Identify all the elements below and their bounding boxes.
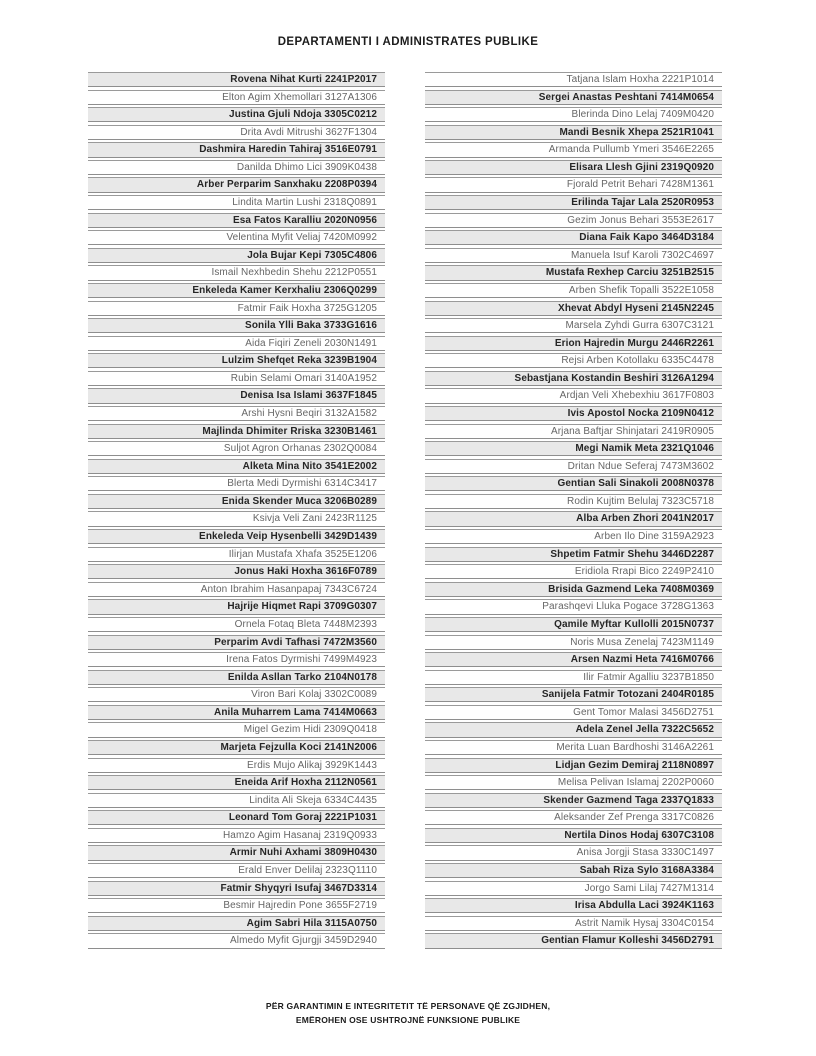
table-row: Dritan Ndue Seferaj 7473M3602	[425, 459, 722, 474]
table-row: Eridiola Rrapi Bico 2249P2410	[425, 564, 722, 579]
table-row: Viron Bari Kolaj 3302C0089	[88, 687, 385, 702]
table-row: Almedo Myfit Gjurgji 3459D2940	[88, 933, 385, 948]
table-row: Shpetim Fatmir Shehu 3446D2287	[425, 547, 722, 562]
table-row: Sanijela Fatmir Totozani 2404R0185	[425, 687, 722, 702]
table-row: Ksivja Veli Zani 2423R1125	[88, 511, 385, 526]
table-row: Enkeleda Kamer Kerxhaliu 2306Q0299	[88, 283, 385, 298]
table-row: Esa Fatos Karalliu 2020N0956	[88, 213, 385, 228]
table-row: Gentian Sali Sinakoli 2008N0378	[425, 476, 722, 491]
table-row: Elisara Llesh Gjini 2319Q0920	[425, 160, 722, 175]
table-row: Gentian Flamur Kolleshi 3456D2791	[425, 933, 722, 948]
table-row: Besmir Hajredin Pone 3655F2719	[88, 898, 385, 913]
names-list	[88, 72, 722, 951]
table-row: Xhevat Abdyl Hyseni 2145N2245	[425, 301, 722, 316]
table-row: Jonus Haki Hoxha 3616F0789	[88, 564, 385, 579]
table-row: Marsela Zyhdi Gurra 6307C3121	[425, 318, 722, 333]
table-row: Alba Arben Zhori 2041N2017	[425, 511, 722, 526]
table-row: Irisa Abdulla Laci 3924K1163	[425, 898, 722, 913]
table-row: Ornela Fotaq Bleta 7448M2393	[88, 617, 385, 632]
table-row: Arben Shefik Topalli 3522E1058	[425, 283, 722, 298]
table-row: Sonila Ylli Baka 3733G1616	[88, 318, 385, 333]
table-row: Majlinda Dhimiter Rriska 3230B1461	[88, 424, 385, 439]
table-row: Mustafa Rexhep Carciu 3251B2515	[425, 265, 722, 280]
table-row: Perparim Avdi Tafhasi 7472M3560	[88, 635, 385, 650]
table-row: Rodin Kujtim Belulaj 7323C5718	[425, 494, 722, 509]
table-row: Marjeta Fejzulla Koci 2141N2006	[88, 740, 385, 755]
table-row: Elton Agim Xhemollari 3127A1306	[88, 90, 385, 105]
table-row: Eneida Arif Hoxha 2112N0561	[88, 775, 385, 790]
table-row: Qamile Myftar Kullolli 2015N0737	[425, 617, 722, 632]
table-row: Alketa Mina Nito 3541E2002	[88, 459, 385, 474]
table-row: Arsen Nazmi Heta 7416M0766	[425, 652, 722, 667]
table-row: Enilda Asllan Tarko 2104N0178	[88, 670, 385, 685]
table-row: Ilirjan Mustafa Xhafa 3525E1206	[88, 547, 385, 562]
table-row: Lulzim Shefqet Reka 3239B1904	[88, 353, 385, 368]
table-row: Lindita Martin Lushi 2318Q0891	[88, 195, 385, 210]
table-row: Nertila Dinos Hodaj 6307C3108	[425, 828, 722, 843]
table-row: Fatmir Faik Hoxha 3725G1205	[88, 301, 385, 316]
table-row: Anton Ibrahim Hasanpapaj 7343C6724	[88, 582, 385, 597]
table-row: Ilir Fatmir Agalliu 3237B1850	[425, 670, 722, 685]
table-row: Drita Avdi Mitrushi 3627F1304	[88, 125, 385, 140]
names-column-left	[88, 72, 385, 951]
table-row: Lidjan Gezim Demiraj 2118N0897	[425, 758, 722, 773]
table-row: Leonard Tom Goraj 2221P1031	[88, 810, 385, 825]
table-row: Hajrije Hiqmet Rapi 3709G0307	[88, 599, 385, 614]
table-row: Arber Perparim Sanxhaku 2208P0394	[88, 177, 385, 192]
table-row: Denisa Isa Islami 3637F1845	[88, 388, 385, 403]
table-row: Suljot Agron Orhanas 2302Q0084	[88, 441, 385, 456]
table-row: Skender Gazmend Taga 2337Q1833	[425, 793, 722, 808]
footer-line-1: PËR GARANTIMIN E INTEGRITETIT TË PERSONAVE QË ZGJIDHEN,	[265, 1001, 551, 1011]
table-row: Adela Zenel Jella 7322C5652	[425, 722, 722, 737]
table-row: Danilda Dhimo Lici 3909K0438	[88, 160, 385, 175]
table-row: Arjana Baftjar Shinjatari 2419R0905	[425, 424, 722, 439]
table-row: Fatmir Shyqyri Isufaj 3467D3314	[88, 881, 385, 896]
table-row: Hamzo Agim Hasanaj 2319Q0933	[88, 828, 385, 843]
table-row: Ismail Nexhbedin Shehu 2212P0551	[88, 265, 385, 280]
table-row: Velentina Myfit Veliaj 7420M0992	[88, 230, 385, 245]
footer-note	[0, 999, 816, 1027]
table-row: Justina Gjuli Ndoja 3305C0212	[88, 107, 385, 122]
table-row: Lindita Ali Skeja 6334C4435	[88, 793, 385, 808]
table-row: Fjorald Petrit Behari 7428M1361	[425, 177, 722, 192]
table-row: Melisa Pelivan Islamaj 2202P0060	[425, 775, 722, 790]
table-row: Anisa Jorgji Stasa 3330C1497	[425, 845, 722, 860]
page-title: DEPARTAMENTI I ADMINISTRATES PUBLIKE	[277, 36, 539, 48]
table-row: Migel Gezim Hidi 2309Q0418	[88, 722, 385, 737]
table-row: Irena Fatos Dyrmishi 7499M4923	[88, 652, 385, 667]
table-row: Rejsi Arben Kotollaku 6335C4478	[425, 353, 722, 368]
table-row: Jorgo Sami Lilaj 7427M1314	[425, 881, 722, 896]
table-row: Armir Nuhi Axhami 3809H0430	[88, 845, 385, 860]
table-row: Aida Fiqiri Zeneli 2030N1491	[88, 336, 385, 351]
table-row: Erion Hajredin Murgu 2446R2261	[425, 336, 722, 351]
names-column-right	[425, 72, 722, 951]
table-row: Megi Namik Meta 2321Q1046	[425, 441, 722, 456]
table-row: Erdis Mujo Alikaj 3929K1443	[88, 758, 385, 773]
table-row: Noris Musa Zenelaj 7423M1149	[425, 635, 722, 650]
table-row: Jola Bujar Kepi 7305C4806	[88, 248, 385, 263]
table-row: Ivis Apostol Nocka 2109N0412	[425, 406, 722, 421]
table-row: Erald Enver Delilaj 2323Q1110	[88, 863, 385, 878]
table-row: Rovena Nihat Kurti 2241P2017	[88, 72, 385, 87]
table-row: Mandi Besnik Xhepa 2521R1041	[425, 125, 722, 140]
footer-line-2: EMËROHEN OSE USHTROJNË FUNKSIONE PUBLIKE	[295, 1015, 521, 1025]
table-row: Tatjana Islam Hoxha 2221P1014	[425, 72, 722, 87]
table-row: Parashqevi Lluka Pogace 3728G1363	[425, 599, 722, 614]
table-row: Diana Faik Kapo 3464D3184	[425, 230, 722, 245]
table-row: Aleksander Zef Prenga 3317C0826	[425, 810, 722, 825]
table-row: Dashmira Haredin Tahiraj 3516E0791	[88, 142, 385, 157]
table-row: Enida Skender Muca 3206B0289	[88, 494, 385, 509]
table-row: Arshi Hysni Beqiri 3132A1582	[88, 406, 385, 421]
table-row: Armanda Pullumb Ymeri 3546E2265	[425, 142, 722, 157]
table-row: Blerinda Dino Lelaj 7409M0420	[425, 107, 722, 122]
table-row: Sergei Anastas Peshtani 7414M0654	[425, 90, 722, 105]
table-row: Agim Sabri Hila 3115A0750	[88, 916, 385, 931]
table-row: Astrit Namik Hysaj 3304C0154	[425, 916, 722, 931]
table-row: Blerta Medi Dyrmishi 6314C3417	[88, 476, 385, 491]
table-row: Erilinda Tajar Lala 2520R0953	[425, 195, 722, 210]
table-row: Gezim Jonus Behari 3553E2617	[425, 213, 722, 228]
table-row: Rubin Selami Omari 3140A1952	[88, 371, 385, 386]
table-row: Enkeleda Veip Hysenbelli 3429D1439	[88, 529, 385, 544]
table-row: Manuela Isuf Karoli 7302C4697	[425, 248, 722, 263]
table-row: Sebastjana Kostandin Beshiri 3126A1294	[425, 371, 722, 386]
table-row: Arben Ilo Dine 3159A2923	[425, 529, 722, 544]
table-row: Anila Muharrem Lama 7414M0663	[88, 705, 385, 720]
table-row: Gent Tomor Malasi 3456D2751	[425, 705, 722, 720]
table-row: Ardjan Veli Xhebexhiu 3617F0803	[425, 388, 722, 403]
table-row: Merita Luan Bardhoshi 3146A2261	[425, 740, 722, 755]
table-row: Sabah Riza Sylo 3168A3384	[425, 863, 722, 878]
table-row: Brisida Gazmend Leka 7408M0369	[425, 582, 722, 597]
